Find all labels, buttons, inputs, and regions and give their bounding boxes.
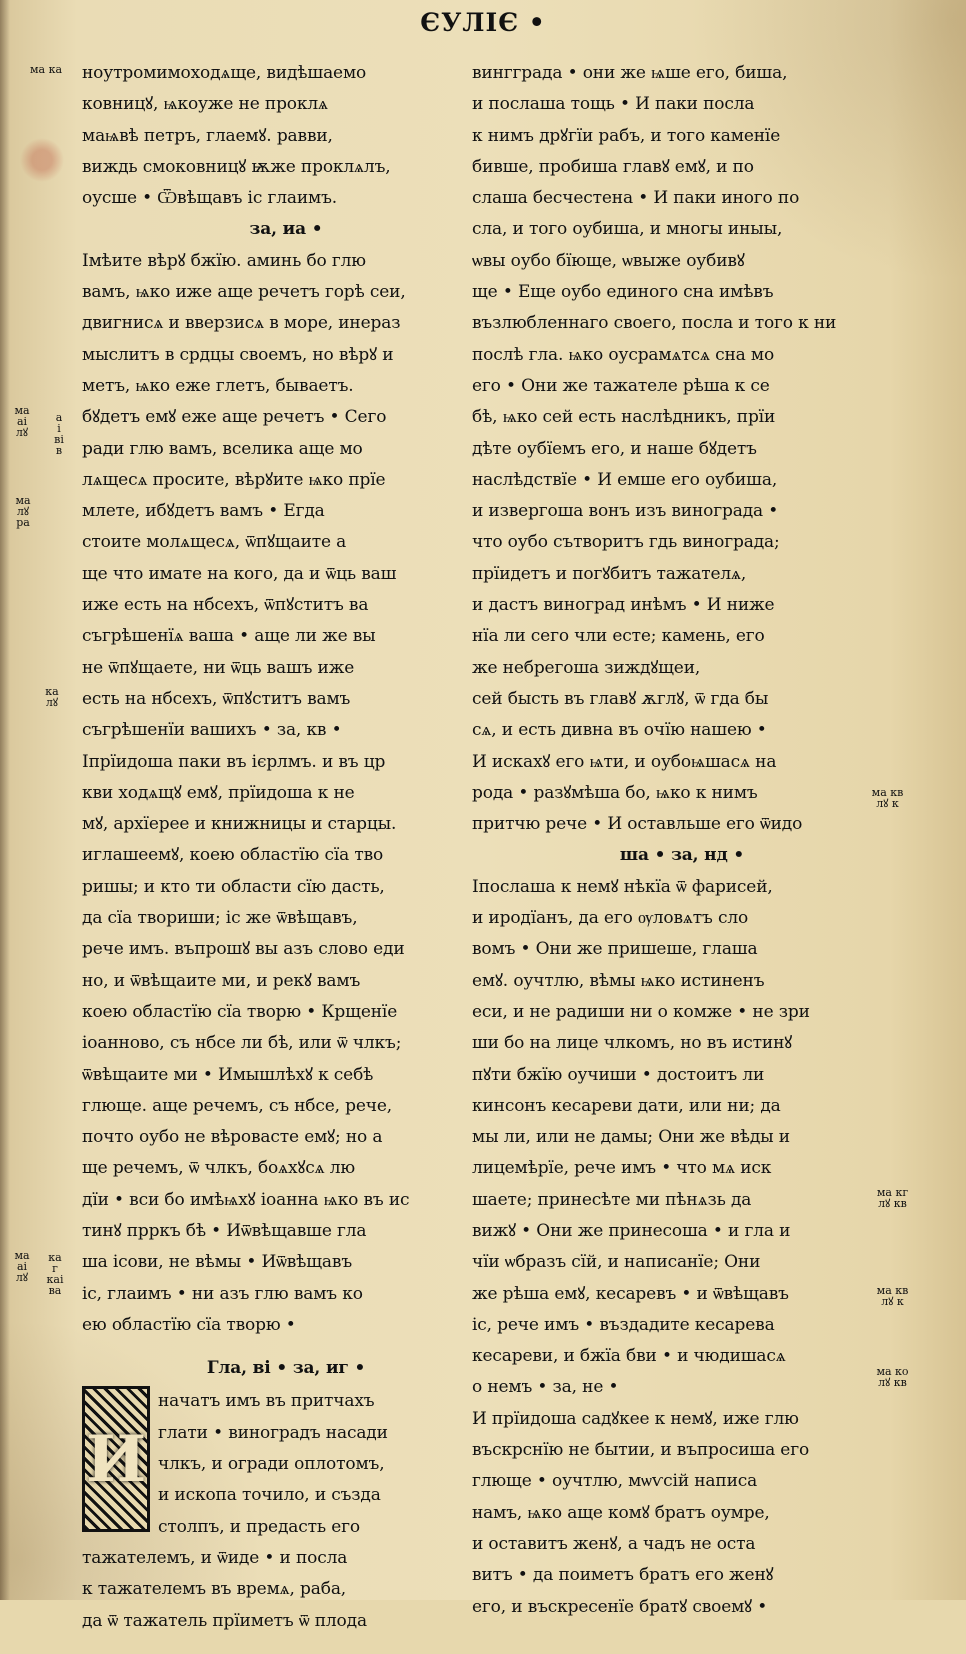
text-line: слаша бесчестена • И паки иного по (472, 188, 800, 209)
text-line: ковницꙋ, ѩкоуже не проклѧ (82, 94, 328, 115)
decorated-initial: И (82, 1386, 150, 1532)
margin-note-left-mid-c: ма лꙋ ра (15, 494, 31, 529)
text-line: вингграда • они же ѩше его, биша, (472, 63, 788, 83)
text-line: възлюбленнаго своего, посла и того к ни (472, 313, 837, 334)
text-line: ноутромимоходѧще, видѣшаемо (82, 63, 367, 83)
text-line: коею областїю сїа творю • Крщенїе (82, 1001, 398, 1022)
text-line: ришы; и кто ти области сїю дасть, (82, 876, 385, 897)
text-line: ще что имате на кого, да и ѿць ваш (82, 563, 397, 584)
text-line: сла, и того оубиша, и многы иныы, (472, 219, 783, 240)
right-text-column (472, 58, 852, 1654)
text-line: вижꙋ • Они же принесоша • и гла и (472, 1220, 791, 1241)
text-line: лѧщесѧ просите, вѣрꙋите ѩко прїе (82, 469, 386, 490)
text-line: ѡвы оубо бїюще, ѡвыже оубивꙋ (472, 250, 745, 271)
verse-marker: Гла, ві • за, иг • (206, 1358, 366, 1379)
text-line: шаете; принесѣте ми пѣнѧзь да (472, 1189, 752, 1210)
spacing-gap (82, 1341, 450, 1353)
text-line: виждь смоковницꙋ ѭже проклѧлъ, (82, 156, 391, 177)
text-line: глюще. аще речемъ, съ нбсе, рече, (82, 1095, 393, 1116)
text-line: глюще • оучтлю, мѡѵсій написа (472, 1471, 758, 1492)
text-line: к нимъ дрꙋгїи рабъ, и того каменїе (472, 125, 781, 146)
text-line: кви ходѧщꙋ емꙋ, прїидоша к не (82, 782, 355, 803)
verse-marker: за, иа • (249, 219, 323, 240)
text-line: лицемѣрїе, рече имъ • что мѧ иск (472, 1158, 772, 1179)
text-line: к тажателемъ въ времѧ, раба, (82, 1579, 347, 1600)
text-line: что оубо сътворитъ гдь винограда; (472, 532, 780, 553)
text-line: рода • разꙋмѣша бо, ѩко к нимъ (472, 782, 758, 803)
margin-note-left-mid-d: ка лꙋ (45, 685, 59, 709)
text-line: іоанново, съ нбсе ли бѣ, или ѿ члкъ; (82, 1033, 402, 1054)
text-line: Імѣите вѣрꙋ бжїю. аминь бо глю (82, 250, 366, 271)
text-line: стоите молѧщесѧ, ѿпꙋщаите а (82, 532, 347, 553)
margin-note-left-bottom-a: ма аі лꙋ (14, 1249, 30, 1284)
text-line: ще речемъ, ѿ члкъ, боѧхꙋсѧ лю (82, 1158, 356, 1179)
text-line: емꙋ. оучтлю, вѣмы ѩко истиненъ (472, 970, 765, 991)
text-line: глати • виноградъ насади (158, 1422, 388, 1443)
text-line: да ѿ тажатель прїиметъ ѿ плода (82, 1610, 367, 1631)
dropcap-paragraph (82, 1386, 450, 1542)
left-text-column (82, 58, 450, 1637)
text-line: бѣ, ѩко сей есть наслѣдникъ, прїи (472, 407, 776, 428)
text-line: и иродїанъ, да его ѹловѧтъ сло (472, 908, 749, 929)
text-line (472, 1623, 852, 1654)
text-line: іс, глаимъ • ни азъ глю вамъ ко (82, 1283, 363, 1304)
margin-note-left-top: ма ка (29, 63, 63, 76)
text-line: намъ, ѩко аще комꙋ братъ оумре, (472, 1502, 770, 1523)
text-line: есть на нбсехъ, ѿпꙋститъ вамъ (82, 688, 351, 709)
text-line: же небрегоша зиждꙋщеи, (472, 657, 701, 678)
text-line: ша ісови, не вѣмы • Иѿвѣщавъ (82, 1252, 352, 1273)
text-line: кесареви, и бжїа бви • и чюдишасѧ (472, 1346, 786, 1367)
margin-note-right-bottom: ма ко лꙋ кв (876, 1365, 909, 1389)
text-line: пꙋти бжїю оучиши • достоитъ ли (472, 1064, 765, 1085)
margin-note-right-mid: ма кв лꙋ к (871, 786, 904, 810)
text-line: съгрѣшенїи вашихъ • за, кв • (82, 720, 342, 741)
text-line: тинꙋ прркъ бѣ • Иѿвѣщавше гла (82, 1220, 367, 1241)
text-line: члкъ, и огради оплотомъ, (158, 1454, 385, 1475)
text-line: столпъ, и предасть его (158, 1516, 361, 1537)
text-line: мꙋ, архїерее и книжницы и старцы. (82, 814, 397, 835)
text-line: иглашеемꙋ, коею областїю сїа тво (82, 845, 384, 866)
text-line: сѧ, и есть дивна въ очїю нашею • (472, 720, 767, 741)
text-line: оусше • Ѿвѣщавъ іс глаимъ. (82, 188, 338, 209)
text-line: мыслитъ в срдцы своемъ, но вѣрꙋ и (82, 344, 394, 365)
text-line: кинсонъ кесареви дати, или ни; да (472, 1095, 781, 1116)
text-line: нїа ли сего чли есте; камень, его (472, 626, 765, 647)
text-line: И искахꙋ его ѩти, и оубоѩшасѧ на (472, 751, 777, 772)
text-line: не ѿпꙋщаете, ни ѿць вашъ иже (82, 657, 355, 678)
text-line: послѣ гла. ѩко оусрамѧтсѧ сна мо (472, 344, 775, 365)
text-line: въскрснїю не бытии, и въпросиша его (472, 1440, 810, 1461)
text-line: дѣте оубїемъ его, и наше бꙋдетъ (472, 438, 757, 459)
text-line: бꙋдетъ емꙋ еже аще речетъ • Сего (82, 407, 387, 428)
text-line: двигнисѧ и вверзисѧ в море, инераз (82, 313, 401, 334)
text-line: наслѣдствїе • И емше его оубиша, (472, 469, 778, 490)
margin-note-left-mid-a: ма аі лꙋ (14, 404, 30, 439)
text-line: метъ, ѩко еже глетъ, бываетъ. (82, 375, 354, 396)
text-line: мы ли, или не дамы; Они же вѣды и (472, 1127, 790, 1148)
text-line: о немъ • за, не • (472, 1377, 619, 1398)
verse-marker: ша • за, нд • (619, 845, 745, 866)
text-line: Іпрїидоша паки въ ієрлмъ. и въ цр (82, 751, 386, 772)
text-line: его • Они же тажателе рѣша к се (472, 375, 770, 396)
text-line: начатъ имъ въ притчахъ (158, 1391, 375, 1412)
margin-note-right-low: ма кг лꙋ кв (876, 1186, 909, 1210)
text-line: но, и ѿвѣщаите ми, и рекꙋ вамъ (82, 970, 361, 991)
text-line: и ископа точило, и създа (158, 1485, 381, 1506)
text-line: притчю рече • И оставльше его ѿидо (472, 814, 803, 835)
text-line: еси, и не радиши ни о комже • не зри (472, 1001, 810, 1022)
text-line: И прїидоша садꙋкее к немꙋ, иже глю (472, 1408, 799, 1429)
margin-note-right-low-b: ма кв лꙋ к (876, 1284, 909, 1308)
text-line: ще • Еще оубо единого сна имѣвъ (472, 282, 774, 303)
page-title: ЄУЛІЄ • (420, 8, 546, 37)
text-line: ею областїю сїа творю • (82, 1314, 296, 1335)
text-line: рече имъ. въпрошꙋ вы азъ слово еди (82, 939, 405, 960)
text-line: же рѣша емꙋ, кесаревъ • и ѿвѣщавъ (472, 1283, 789, 1304)
text-line: ради глю вамъ, вселика аще мо (82, 438, 363, 459)
text-line: почто оубо не вѣровасте емꙋ; но а (82, 1127, 383, 1148)
text-line: и оставитъ женꙋ, а чадъ не оста (472, 1533, 756, 1554)
text-line: и извергоша вонъ изъ винограда • (472, 501, 779, 522)
text-line: ши бо на лице члкомъ, но въ истинꙋ (472, 1033, 793, 1054)
text-line: чїи ѡбразъ сїй, и написанїе; Они (472, 1252, 761, 1273)
margin-note-left-bottom-b: ка г каі ва (46, 1251, 64, 1297)
text-line: маѩвѣ петръ, глаемꙋ. равви, (82, 125, 333, 146)
text-line: прїидетъ и погꙋбитъ тажателѧ, (472, 563, 747, 584)
dropcap-text (158, 1386, 450, 1542)
text-line: вамъ, ѩко иже аще речетъ горѣ сеи, (82, 282, 406, 303)
text-line: млете, ибꙋдетъ вамъ • Егда (82, 501, 325, 522)
text-line: іс, рече имъ • въздадите кесарева (472, 1314, 775, 1335)
text-line: вомъ • Они же пришеше, глаша (472, 939, 758, 960)
margin-note-left-mid-b: а і ві в (54, 411, 64, 457)
text-line: дїи • вси бо имѣѩхꙋ іоанна ѩко въ ис (82, 1189, 410, 1210)
text-line: и дастъ виноград инѣмъ • И ниже (472, 595, 775, 616)
text-line: съгрѣшенїѧ ваша • аще ли же вы (82, 626, 376, 647)
text-line: Іпослаша к немꙋ нѣкїа ѿ фарисей, (472, 876, 773, 897)
text-line: да сїа твориши; іс же ѿвѣщавъ, (82, 908, 358, 929)
text-line: его, и въскресенїе братꙋ своемꙋ • (472, 1596, 768, 1617)
text-line: сей бысть въ главꙋ ѫглꙋ, ѿ гда бы (472, 688, 769, 709)
text-line: ѿвѣщаите ми • Имышлѣхꙋ к себѣ (82, 1064, 374, 1085)
text-line: витъ • да поиметъ братъ его женꙋ (472, 1565, 774, 1586)
text-line: бивше, пробиша главꙋ емꙋ, и по (472, 156, 754, 177)
text-line: иже есть на нбсехъ, ѿпꙋститъ ва (82, 595, 369, 616)
text-line: и послаша тощь • И паки посла (472, 94, 755, 115)
text-line: тажателемъ, и ѿиде • и посла (82, 1547, 348, 1568)
